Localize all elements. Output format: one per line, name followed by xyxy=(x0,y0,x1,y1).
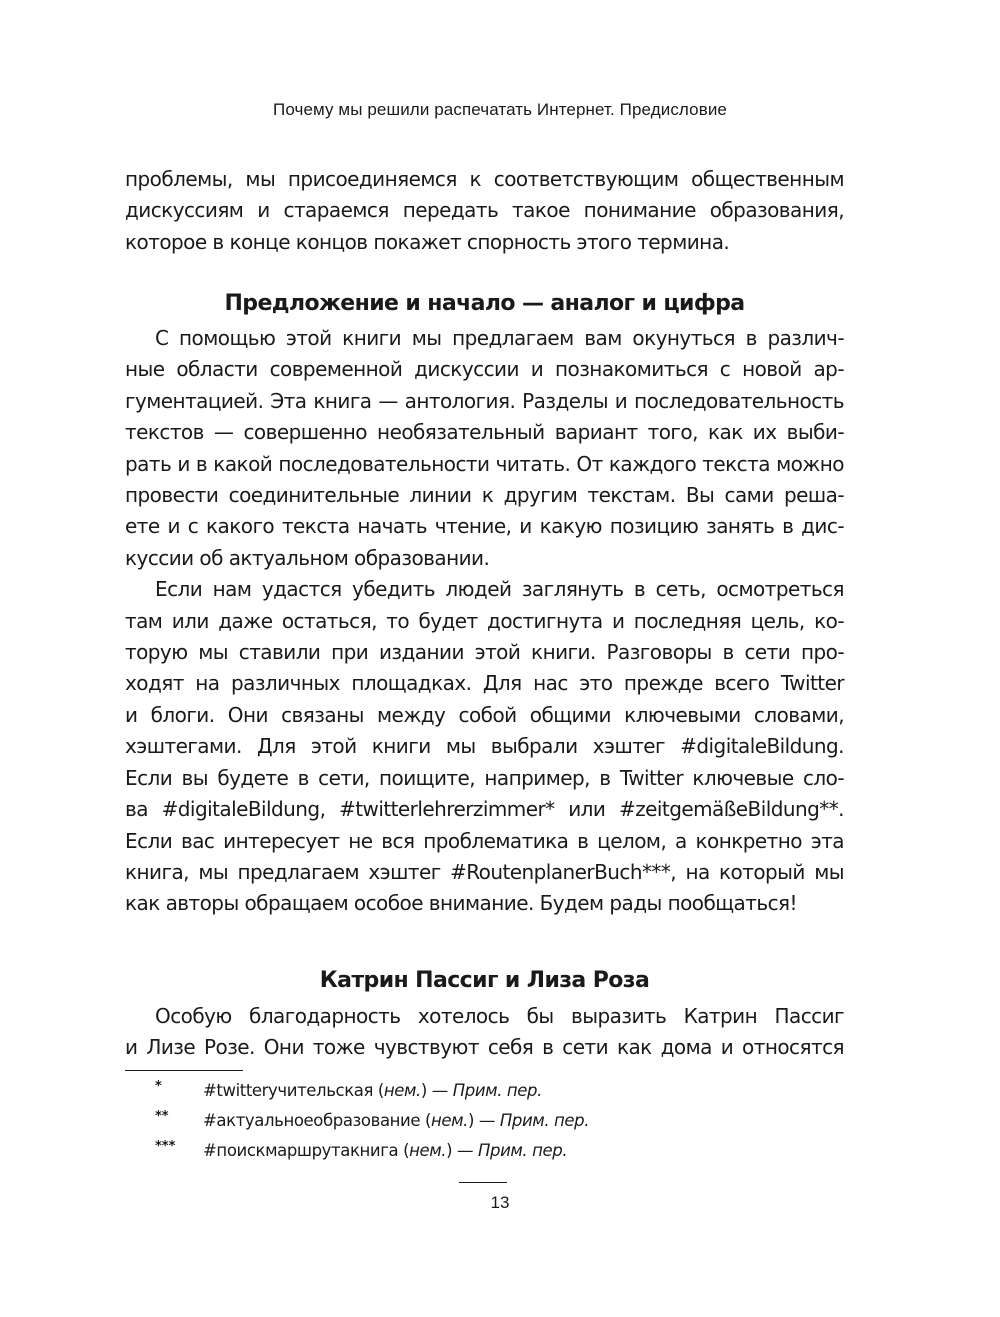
text-line: С помощью этой книги мы предлагаем вам окунуться в различ- xyxy=(155,326,844,350)
text-line: Если вы будете в сети, поищите, например, в Twitter ключевые сло- xyxy=(125,765,844,790)
text-line: и блоги. Они связаны между собой общими ключевыми словами, xyxy=(125,702,844,727)
text-line: Особую благодарность хотелось бы выразить Катрин Пассиг xyxy=(155,1004,844,1028)
text-line: ва #digitaleBildung, #twitterlehrerzimmer* или #zeitgemäßeBildung**. xyxy=(125,797,844,822)
footnote-text: #twitterучительская (нем.) — Прим. пер. xyxy=(203,1081,542,1100)
paragraph-intro xyxy=(125,164,844,258)
footnote xyxy=(125,1106,844,1136)
running-title: Почему мы решили распечатать Интернет. Предисловие xyxy=(273,100,727,119)
footnote-mark: * xyxy=(155,1079,162,1094)
text-line: Если нам удастся убедить людей заглянуть в сеть, осмотреться xyxy=(155,577,844,602)
text-line: ете и с какого текста начать чтение, и какую позицию занять в дис- xyxy=(125,514,844,539)
text-line: куссии об актуальном образовании. xyxy=(125,545,490,570)
text-line: которое в конце концов покажет спорность этого термина. xyxy=(125,229,730,254)
page-number-rule xyxy=(459,1182,507,1183)
text-line: дискуссиям и стараемся передать такое понимание образования, xyxy=(125,198,844,223)
text-line: книга, мы предлагаем хэштег #RoutenplanerBuch***, на который мы xyxy=(125,859,844,884)
text-line: рать и в какой последовательности читать. От каждого текста можно xyxy=(125,451,844,476)
section-heading-wrap xyxy=(125,965,844,996)
section-heading: Предложение и начало — аналог и цифра xyxy=(224,291,745,316)
footnotes xyxy=(125,1076,844,1166)
footnote-text: #актуальноеобразование (нем.) — Прим. пер. xyxy=(203,1111,590,1130)
text-line: провести соединительные линии к другим текстам. Вы сами реша- xyxy=(125,483,844,508)
text-line: как авторы обращаем особое внимание. Будем рады пообщаться! xyxy=(125,891,797,916)
text-line: проблемы, мы присоединяемся к соответствующим общественным xyxy=(125,167,844,191)
footnote-separator xyxy=(125,1070,243,1071)
text-line: гументацией. Эта книга — антология. Разделы и последовательность xyxy=(125,388,844,413)
text-line: и Лизе Розе. Они тоже чувствуют себя в сети как дома и относятся xyxy=(125,1035,844,1060)
text-line: текстов — совершенно необязательный вариант того, как их выби- xyxy=(125,420,844,445)
footnote-mark: *** xyxy=(155,1139,176,1154)
footnote xyxy=(125,1076,844,1106)
text-line: торую мы ставили при издании этой книги. Разговоры в сети про- xyxy=(125,640,844,665)
text-line: Если вас интересует не вся проблематика в целом, а конкретно эта xyxy=(125,828,844,853)
text-line: там или даже остаться, то будет достигнута и последняя цель, ко- xyxy=(125,608,844,633)
section-heading-wrap xyxy=(125,288,844,319)
section-heading: Катрин Пассиг и Лиза Роза xyxy=(319,968,650,993)
footnote-text: #поискмаршрутакнига (нем.) — Прим. пер. xyxy=(203,1141,568,1160)
footnote xyxy=(125,1136,844,1166)
section-body xyxy=(125,323,844,920)
text-line: ходят на различных площадках. Для нас это прежде всего Twitter xyxy=(125,671,844,696)
page-number: 13 xyxy=(490,1193,510,1212)
section-body xyxy=(125,1001,844,1064)
text-line: ные области современной дискуссии и познакомиться с новой ар- xyxy=(125,357,844,382)
text-line: хэштегами. Для этой книги мы выбрали хэштег #digitaleBildung. xyxy=(125,734,844,759)
footnote-mark: ** xyxy=(155,1109,169,1124)
